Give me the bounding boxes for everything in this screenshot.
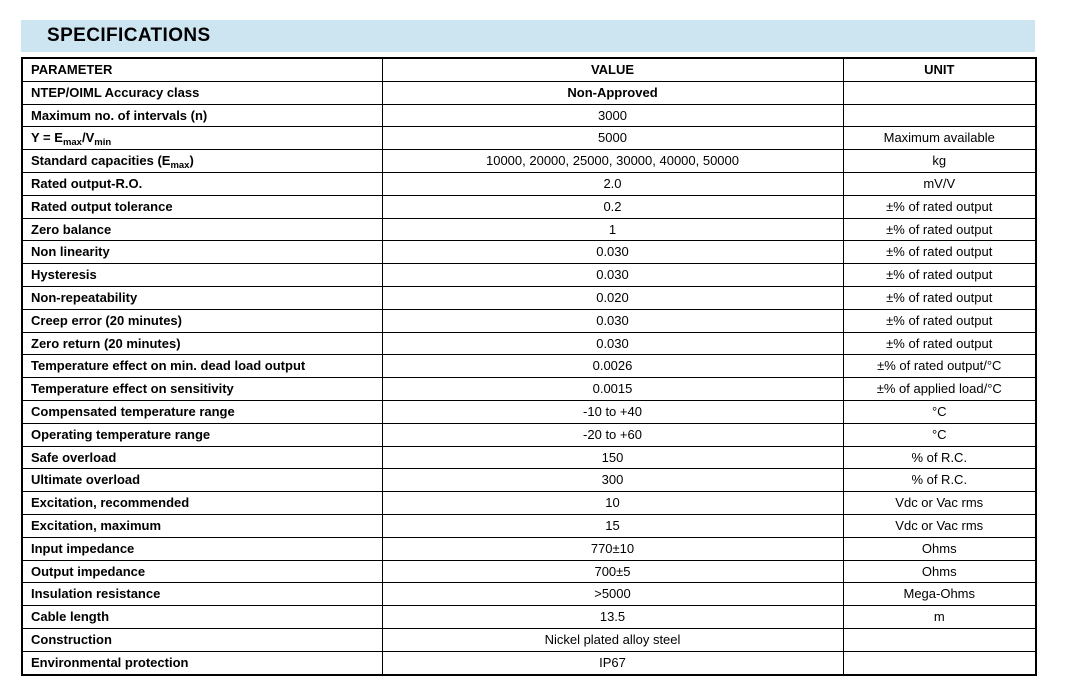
- section-header-bar: [21, 20, 1035, 52]
- column-header-parameter: PARAMETER: [22, 58, 382, 81]
- parameter-cell: Excitation, maximum: [22, 514, 382, 537]
- table-row: [22, 400, 1036, 423]
- parameter-cell: Safe overload: [22, 446, 382, 469]
- unit-cell: ±% of rated output: [843, 309, 1036, 332]
- parameter-cell: Ultimate overload: [22, 469, 382, 492]
- value-cell: >5000: [382, 583, 843, 606]
- parameter-cell: Cable length: [22, 606, 382, 629]
- table-row: [22, 81, 1036, 104]
- value-cell: 3000: [382, 104, 843, 127]
- table-row: [22, 150, 1036, 173]
- table-row: [22, 264, 1036, 287]
- parameter-cell: Non linearity: [22, 241, 382, 264]
- table-row: [22, 355, 1036, 378]
- value-cell: Non-Approved: [382, 81, 843, 104]
- parameter-cell: Zero return (20 minutes): [22, 332, 382, 355]
- table-row: [22, 127, 1036, 150]
- table-row: [22, 332, 1036, 355]
- parameter-cell: Creep error (20 minutes): [22, 309, 382, 332]
- specifications-table: [21, 57, 1037, 676]
- unit-cell: Maximum available: [843, 127, 1036, 150]
- table-row: [22, 651, 1036, 674]
- table-body: [22, 81, 1036, 674]
- value-cell: 700±5: [382, 560, 843, 583]
- parameter-cell: Standard capacities $(E_{max})$: [22, 150, 382, 173]
- unit-cell: ±% of rated output: [843, 241, 1036, 264]
- value-cell: -20 to +60: [382, 423, 843, 446]
- table-row: [22, 628, 1036, 651]
- unit-cell: ±% of rated output: [843, 218, 1036, 241]
- parameter-cell: Hysteresis: [22, 264, 382, 287]
- unit-cell: ±% of applied load/°C: [843, 378, 1036, 401]
- parameter-cell: Excitation, recommended: [22, 492, 382, 515]
- unit-cell: ±% of rated output: [843, 195, 1036, 218]
- table-header-row: [22, 58, 1036, 81]
- parameter-cell: Operating temperature range: [22, 423, 382, 446]
- table-row: [22, 172, 1036, 195]
- parameter-cell: Temperature effect on min. dead load output: [22, 355, 382, 378]
- table-row: [22, 606, 1036, 629]
- value-cell: 0.2: [382, 195, 843, 218]
- value-cell: 15: [382, 514, 843, 537]
- table-row: [22, 583, 1036, 606]
- unit-cell: Ohms: [843, 560, 1036, 583]
- parameter-cell: Construction: [22, 628, 382, 651]
- value-cell: IP67: [382, 651, 843, 674]
- parameter-cell: Output impedance: [22, 560, 382, 583]
- value-cell: Nickel plated alloy steel: [382, 628, 843, 651]
- table-row: [22, 378, 1036, 401]
- unit-cell: [843, 104, 1036, 127]
- value-cell: -10 to +40: [382, 400, 843, 423]
- table-row: [22, 286, 1036, 309]
- unit-cell: Mega-Ohms: [843, 583, 1036, 606]
- table-row: [22, 195, 1036, 218]
- parameter-cell: Zero balance: [22, 218, 382, 241]
- value-cell: 150: [382, 446, 843, 469]
- value-cell: 0.020: [382, 286, 843, 309]
- value-cell: 5000: [382, 127, 843, 150]
- value-cell: 0.030: [382, 264, 843, 287]
- value-cell: 0.0026: [382, 355, 843, 378]
- section-title: SPECIFICATIONS: [47, 25, 211, 46]
- unit-cell: [843, 81, 1036, 104]
- unit-cell: kg: [843, 150, 1036, 173]
- parameter-cell: Rated output tolerance: [22, 195, 382, 218]
- table-row: [22, 492, 1036, 515]
- table-row: [22, 537, 1036, 560]
- table-row: [22, 423, 1036, 446]
- table-row: [22, 514, 1036, 537]
- parameter-cell: Maximum no. of intervals (n): [22, 104, 382, 127]
- parameter-cell: Non-repeatability: [22, 286, 382, 309]
- parameter-cell: $Y = E_{max}/V_{min}$: [22, 127, 382, 150]
- table-row: [22, 104, 1036, 127]
- parameter-cell: Insulation resistance: [22, 583, 382, 606]
- parameter-cell: Rated output-R.O.: [22, 172, 382, 195]
- value-cell: 0.0015: [382, 378, 843, 401]
- unit-cell: ±% of rated output/°C: [843, 355, 1036, 378]
- value-cell: 0.030: [382, 241, 843, 264]
- table-row: [22, 446, 1036, 469]
- column-header-unit: UNIT: [843, 58, 1036, 81]
- parameter-cell: Temperature effect on sensitivity: [22, 378, 382, 401]
- value-cell: 2.0: [382, 172, 843, 195]
- unit-cell: m: [843, 606, 1036, 629]
- unit-cell: ±% of rated output: [843, 264, 1036, 287]
- table-row: [22, 560, 1036, 583]
- table-row: [22, 469, 1036, 492]
- value-cell: 0.030: [382, 332, 843, 355]
- unit-cell: Ohms: [843, 537, 1036, 560]
- unit-cell: % of R.C.: [843, 469, 1036, 492]
- parameter-cell: NTEP/OIML Accuracy class: [22, 81, 382, 104]
- table-row: [22, 241, 1036, 264]
- unit-cell: mV/V: [843, 172, 1036, 195]
- parameter-cell: Compensated temperature range: [22, 400, 382, 423]
- value-cell: 0.030: [382, 309, 843, 332]
- unit-cell: [843, 628, 1036, 651]
- unit-cell: [843, 651, 1036, 674]
- unit-cell: ±% of rated output: [843, 286, 1036, 309]
- value-cell: 300: [382, 469, 843, 492]
- table-row: [22, 218, 1036, 241]
- value-cell: 13.5: [382, 606, 843, 629]
- unit-cell: °C: [843, 423, 1036, 446]
- unit-cell: Vdc or Vac rms: [843, 492, 1036, 515]
- value-cell: 1: [382, 218, 843, 241]
- unit-cell: °C: [843, 400, 1036, 423]
- parameter-cell: Input impedance: [22, 537, 382, 560]
- value-cell: 10: [382, 492, 843, 515]
- unit-cell: Vdc or Vac rms: [843, 514, 1036, 537]
- table-row: [22, 309, 1036, 332]
- unit-cell: ±% of rated output: [843, 332, 1036, 355]
- column-header-value: VALUE: [382, 58, 843, 81]
- unit-cell: % of R.C.: [843, 446, 1036, 469]
- value-cell: 10000, 20000, 25000, 30000, 40000, 50000: [382, 150, 843, 173]
- parameter-cell: Environmental protection: [22, 651, 382, 674]
- value-cell: 770±10: [382, 537, 843, 560]
